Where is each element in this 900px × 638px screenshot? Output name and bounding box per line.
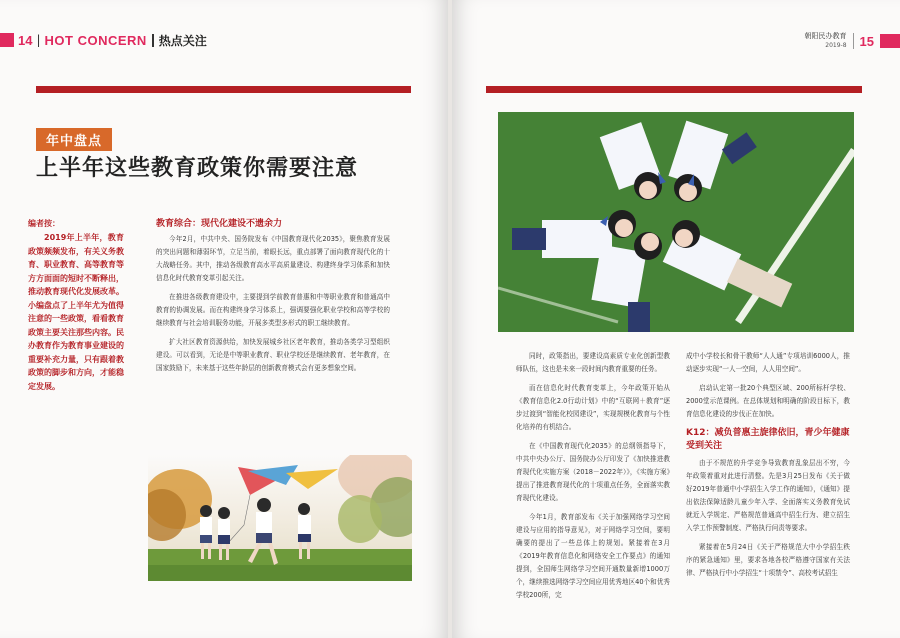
editor-note-body: 2019年上半年，教育政策频频发布，有关义务教育、职业教育、高等教育等方方面面的短时不断释出，推动教育现代化发展改革。小编盘点了上半年尤为值得注意的一些政策，看看教育政策主要关注那些内容。民办教育作为教育事业建设的重要补充力量，只有跟着教政策的脚步和方向，才能稳定发展。 (28, 233, 124, 391)
paragraph: 紧接着在5月24日《关于严格规范大中小学招生秩序的紧急通知》里，要求各地各校严格遵守国家有关法律、严格执行中小学招生“十项禁令”、高校考试招生 (686, 543, 850, 577)
magazine-issue: 2019-8 (825, 42, 847, 49)
header-rule (486, 86, 862, 93)
section-name-en: HOT CONCERN (44, 32, 147, 48)
header-color-tab (880, 34, 900, 48)
right-text-column-2 (686, 350, 850, 586)
subheading-k12: K12：减负普惠主旋律依旧，青少年健康受到关注 (686, 428, 850, 451)
kids-kite-illustration (148, 455, 412, 581)
students-lying-illustration (498, 112, 854, 332)
paragraph: 而在信息化时代教育变革上，今年政策开始从《教育信息化2.0行动计划》中的“互联网＋教育”逐步过渡到“智能化校园建设”，实现规模化教育与个性化培养的有机结合。 (516, 384, 670, 431)
header-divider (152, 34, 154, 47)
editor-note (28, 218, 124, 393)
paragraph: 扩大社区教育资源供给，加快发展城乡社区老年教育，推动各类学习型组织建设。可以看到，无论是中等职业教育、职业学校还是继续教育、老年教育，在国家鼓励下，未来基于这些年龄层的创新教育模式会有更多想象空间。 (156, 338, 390, 372)
kids-kite-photo (148, 455, 412, 581)
paragraph: 由于不规范的升学竞争导致教育乱象层出不穷，今年政策着重对此进行清整。先是3月25日发布《关于做好2019年普通中小学招生入学工作的通知》，《通知》提出依法保障适龄儿童少年入学、全面落实义务教育免试就近入学规定、严格规范普通高中招生行为、建立招生入学工作预警制度、严格执行问责等要求。 (686, 459, 850, 532)
section-name-cn: 热点关注 (158, 33, 207, 48)
header-rule (36, 86, 411, 93)
right-page-header (805, 30, 900, 52)
right-page (452, 0, 900, 638)
left-page (0, 0, 448, 638)
left-page-number: 14 (18, 32, 33, 48)
right-text-column-1 (516, 350, 670, 608)
subheading-education-general: 教育综合：现代化建设不遗余力 (156, 219, 283, 229)
editor-note-label: 编者按： (28, 219, 60, 228)
magazine-info (805, 32, 847, 50)
paragraph: 今年2月，中共中央、国务院发布《中国教育现代化2035》，聚焦教育发展的突出问题和薄弱环节，立足当前，着眼长远，重点部署了面向教育现代化的十大战略任务。其中，推动各级教育高水平高质量建设、构建终身学习体系和加快信息化时代教育变革引起关注。 (156, 235, 390, 282)
header-color-tab (0, 33, 14, 47)
paragraph: 同时，政策指出，要建设高素质专业化创新型教师队伍，这也是未来一段时间内教育重要的任务。 (516, 352, 670, 373)
header-divider (853, 33, 854, 49)
paragraph: 在《中国教育现代化2035》的总纲领指导下，中共中央办公厅、国务院办公厅印发了《加快推进教育现代化实施方案（2018－2022年）》，《实施方案》提出了推进教育现代化的十项重点任务，全面落实教育现代化建设。 (516, 442, 670, 502)
magazine-title: 朝阳民办教育 (804, 32, 847, 40)
article-title: 上半年这些教育政策你需要注意 (36, 156, 359, 181)
section-tag: 年中盘点 (36, 128, 112, 151)
left-text-column (156, 216, 390, 381)
right-page-number: 15 (859, 33, 874, 49)
paragraph: 今年1月，教育部发布《关于加强网络学习空间建设与应用的指导意见》，对于网络学习空间，要明确要的提出了一些总体上的规划。紧接着在3月《2019年教育信息化和网络安全工作要点》的通知提到，全国师生网络学习空间开通数量新增1000万个，继续推选网络学习空间应用优秀地区40个和优秀学校200所，完 (516, 513, 670, 599)
students-on-grass-photo (498, 112, 854, 332)
left-page-header (0, 30, 207, 50)
paragraph: 在推进各级教育建设中，主要提到学前教育普惠和中等职业教育和普通高中教育的协调发展。而在构建终身学习体系上，强调要强化职业学校和高等学校的继续教育与社会培训服务功能，开展多类型多形式的职工继续教育。 (156, 293, 390, 327)
paragraph: 成中小学校长和骨干教师“人人通”专项培训6000人，推动逐步实现“一人一空间，人人用空间”。 (686, 352, 850, 373)
header-separator: | (36, 33, 41, 47)
paragraph: 启动认定第一批20个典型区域、200所标杆学校、2000堂示范课例。在总体规划和明确的阶段目标下，教育信息化建设的步伐正在加快。 (686, 384, 850, 418)
